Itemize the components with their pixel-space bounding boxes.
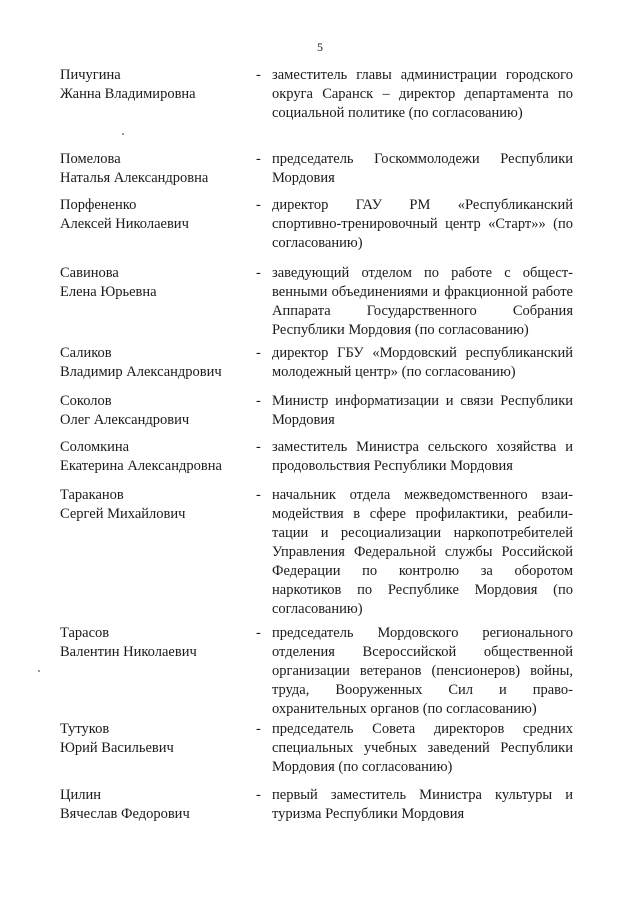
member-role: заместитель главы администрации городского округа Саранск – директор департамента по социальной политике (по согласованию): [272, 67, 573, 121]
dash-separator: -: [256, 487, 261, 503]
member-name: [60, 720, 250, 758]
dash-separator: -: [256, 393, 261, 409]
member-role: директор ГБУ «Мордовский республиканский молодежный центр» (по согласованию): [272, 345, 573, 380]
member-given-names: Олег Александрович: [60, 412, 190, 428]
member-name: [60, 344, 250, 382]
member-role: председатель Совета директоров средних специальных учебных заведений Республики Мордовия (по согласованию): [272, 721, 573, 775]
dash-separator: -: [256, 151, 261, 167]
member-role: начальник отдела межведомственного взаимодействия в сфере профилактики, реабилитации и ресоциализации наркопотребителей Управления Федеральной службы Российской Федерации по контролю за оборотом наркотиков по Республике Мордовия (по согласованию): [272, 487, 573, 617]
member-given-names: Вячеслав Федорович: [60, 806, 190, 822]
dash-separator: -: [256, 625, 261, 641]
member-surname: Соколов: [60, 393, 112, 409]
member-given-names: Алексей Николаевич: [60, 216, 189, 232]
member-name: [60, 786, 250, 824]
dash-separator: -: [256, 67, 261, 83]
member-name: [60, 264, 250, 302]
member-role: председатель Мордовского регионального отделения Всероссийской общественной организации ветеранов (пенсионеров) войны, труда, Вооруженных Сил и правоохранительных органов (по согласованию): [272, 625, 573, 717]
member-name: [60, 392, 250, 430]
member-surname: Тарасов: [60, 625, 110, 641]
member-name: [60, 196, 250, 234]
member-role: Министр информатизации и связи Республики Мордовия: [272, 393, 573, 428]
scan-speck: [122, 133, 124, 135]
member-name: [60, 66, 250, 104]
member-name: [60, 624, 250, 662]
member-surname: Савинова: [60, 265, 119, 281]
dash-separator: -: [256, 787, 261, 803]
member-role: директор ГАУ РМ «Республиканский спортивно-тренировочный центр «Старт»» (по согласованию): [272, 197, 573, 251]
member-given-names: Жанна Владимировна: [60, 86, 196, 102]
member-surname: Тутуков: [60, 721, 110, 737]
dash-separator: -: [256, 345, 261, 361]
member-given-names: Екатерина Александровна: [60, 458, 222, 474]
member-name: [60, 486, 250, 524]
member-surname: Соломкина: [60, 439, 130, 455]
dash-separator: -: [256, 439, 261, 455]
member-given-names: Юрий Васильевич: [60, 740, 174, 756]
member-role: заместитель Министра сельского хозяйства и продовольствия Республики Мордовия: [272, 439, 573, 474]
member-given-names: Владимир Александрович: [60, 364, 222, 380]
member-surname: Помелова: [60, 151, 121, 167]
member-role: заведующий отделом по работе с общественными объединениями и фракционной работе Аппарата Государственного Собрания Республики Мордовия (по согласованию): [272, 265, 573, 338]
member-surname: Пичугина: [60, 67, 121, 83]
scan-speck: [38, 670, 40, 672]
member-surname: Тараканов: [60, 487, 124, 503]
member-given-names: Елена Юрьевна: [60, 284, 157, 300]
member-given-names: Наталья Александровна: [60, 170, 209, 186]
member-surname: Порфененко: [60, 197, 137, 213]
dash-separator: -: [256, 265, 261, 281]
member-role: первый заместитель Министра культуры и туризма Республики Мордовия: [272, 787, 573, 822]
dash-separator: -: [256, 721, 261, 737]
member-given-names: Сергей Михайлович: [60, 506, 186, 522]
member-role: председатель Госкоммолодежи Республики Мордовия: [272, 151, 573, 186]
member-given-names: Валентин Николаевич: [60, 644, 197, 660]
member-surname: Саликов: [60, 345, 112, 361]
member-name: [60, 150, 250, 188]
member-name: [60, 438, 250, 476]
member-surname: Цилин: [60, 787, 101, 803]
dash-separator: -: [256, 197, 261, 213]
page-number: 5: [317, 40, 323, 54]
